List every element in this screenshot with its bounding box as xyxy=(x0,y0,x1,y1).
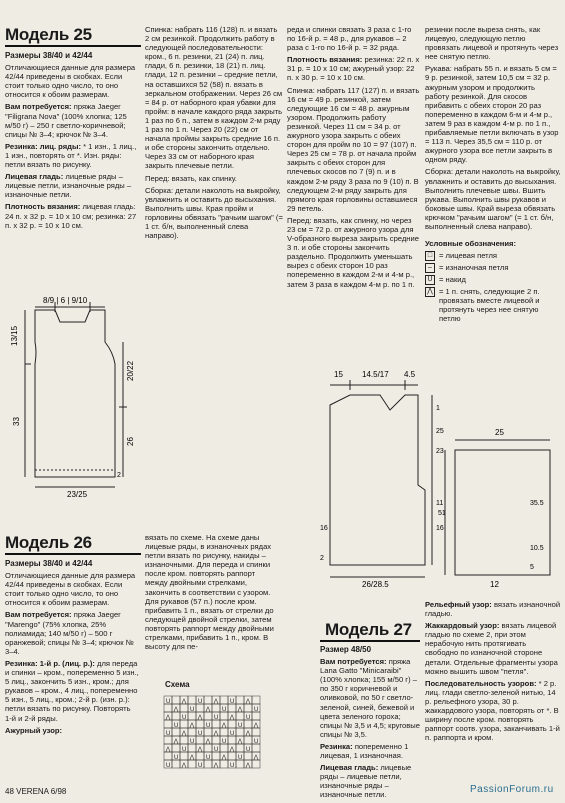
chart-cell xyxy=(236,696,244,704)
model-25-col2 xyxy=(145,25,283,243)
model-25-stitch: лицевые ряды – лицевые петли, изнаночные ряды – изнаночные петли. xyxy=(5,172,132,200)
chart-cell xyxy=(204,744,212,752)
model-26-rib: для переда и спинки – кром., попеременно 5 изн., 5 лиц., закончить 5 изн., кром.; для рукавов – кром., 4 лиц., попеременно 5 изн., 5 лиц., кром.; 2-й р. (изн. р.): петли вязать по рисунку. Повторять 1-й и 2-й ряды. xyxy=(5,658,139,723)
model-25-front: Перед: вязать, как спинку. xyxy=(145,173,237,183)
model-27-stitch: лицевые ряды – лицевые петли, изнаночные ряды – изнаночные петли. xyxy=(320,763,412,800)
chart-cell xyxy=(196,704,204,712)
legend-item xyxy=(425,275,561,285)
legend-symbol: U xyxy=(425,275,435,285)
model-26-gauge: резинка: 22 п. x 31 р. = 10 x 10 см; ажурный узор: 22 п. x 30 р. = 10 x 10 см. xyxy=(287,55,420,83)
chart-cell xyxy=(172,744,180,752)
chart-cell xyxy=(236,728,244,736)
model-26-back: Спинка: набрать 117 (127) п. и вязать 16 см = 49 р. резинкой, затем следующие 16 см = 48 р. ажурным узором. Продолжить работу резинкой. Через 11 см = 34 р. от ажурного узора закрыть с обеих сторон для пройм по 10 = 97 (107) п. Через 25 см = 78 р. от начала пройм закрыть с обеих сторон для плечевых скосов по 7 (9) п. и в каждом 2-м ряду 3 раза по 9 (10) п. В следующем 2-м ряду закрыть для прямого края горловины оставшиеся 29 петель. xyxy=(287,85,420,213)
chart-cell xyxy=(180,704,188,712)
chart-cell xyxy=(252,760,260,768)
model-26-col3 xyxy=(287,25,420,292)
model-26-text xyxy=(5,559,139,738)
chart-yo-symbol: U xyxy=(230,699,235,705)
model-25-rib: * 1 изн., 1 лиц., 1 изн., повторять от *. Изн. ряды: петли вязать по рисунку. xyxy=(5,141,137,170)
chart-cell xyxy=(220,696,228,704)
chart-cell xyxy=(212,704,220,712)
model-25-title: Модель 25 xyxy=(5,25,92,44)
chart-cell xyxy=(204,712,212,720)
chart-dec-symbol: ⋀ xyxy=(197,715,203,721)
model-27-dim-sleeve-right3: 5 xyxy=(530,564,534,571)
model-26-lace: вязать по схеме. На схеме даны лицевые ряды, в изнаночных рядах петли вязать по рисунку, накиды – изнаночными. Для переда и спинки после кром. повторять раппорт между двойными стрелками, закончить в соответствии с узором. Для рукавов (57 п.) после кром. прибавить 1 п., вязать от стрелки до следующей двойной стрелки, затем повторять раппорт между двойными стрелками, прибавить 1 п., кром. В высоту для пе- xyxy=(145,533,274,652)
model-25-dim-bottom: 23/25 xyxy=(67,490,88,499)
chart-yo-symbol: U xyxy=(182,747,187,753)
chart-yo-symbol: U xyxy=(198,699,203,705)
chart-dec-symbol: ⋀ xyxy=(205,739,211,745)
model-25-rule xyxy=(5,45,141,47)
chart-cell xyxy=(252,744,260,752)
model-27-dim-right3: 23 xyxy=(436,448,444,455)
chart-cell xyxy=(228,720,236,728)
model-27-dim-bottom: 26/28.5 xyxy=(362,580,389,589)
chart-cell xyxy=(212,736,220,744)
model-27-dim-sleeve-top: 25 xyxy=(495,428,504,437)
chart-cell xyxy=(180,736,188,744)
chart-cell xyxy=(212,752,220,760)
chart-yo-symbol: U xyxy=(238,755,243,761)
chart-dec-symbol: ⋀ xyxy=(229,715,235,721)
chart-dec-symbol: ⋀ xyxy=(245,763,251,769)
model-25-schematic xyxy=(5,292,140,502)
chart-cell xyxy=(164,752,172,760)
chart-yo-symbol: U xyxy=(214,747,219,753)
model-27-dim-right4: 11 xyxy=(436,500,444,507)
legend-item xyxy=(425,287,561,323)
model-27-dim-right1: 1 xyxy=(436,405,440,412)
chart-dec-symbol: ⋀ xyxy=(181,699,187,705)
chart-cell xyxy=(172,712,180,720)
legend-item xyxy=(425,263,561,273)
chart-cell xyxy=(252,712,260,720)
model-26-lace-chart xyxy=(160,692,285,790)
model-27-dim-top-right: 4.5 xyxy=(404,370,416,379)
model-25-gauge-heading: Плотность вязания: xyxy=(5,202,81,212)
chart-yo-symbol: U xyxy=(198,763,203,769)
chart-cell xyxy=(188,728,196,736)
legend-symbol: □ xyxy=(425,251,435,261)
model-26-rule xyxy=(5,553,141,555)
model-25-assembly: Сборка: детали наколоть на выкройку, увлажнить и оставить до высыхания. Выполнить швы. Края пройм и горловины обвязать "рачьим шагом" (= 1 ст. б/н, выполненный слева направо). xyxy=(145,185,283,241)
chart-dec-symbol: ⋀ xyxy=(221,755,227,761)
model-26-title: Модель 26 xyxy=(5,533,92,552)
chart-yo-symbol: U xyxy=(254,707,259,713)
chart-cell xyxy=(236,760,244,768)
chart-cell xyxy=(252,728,260,736)
chart-cell xyxy=(244,752,252,760)
chart-dec-symbol: ⋀ xyxy=(213,731,219,737)
model-25-dim-left-top: 13/15 xyxy=(10,325,19,346)
legend-item xyxy=(425,251,561,261)
model-27-dim-sleeve-right2: 10.5 xyxy=(530,545,544,552)
model-26-materials-heading: Вам потребуется: xyxy=(5,610,72,620)
model-27-text xyxy=(320,645,420,803)
legend-text: = лицевая петля xyxy=(439,251,498,261)
chart-cell xyxy=(236,712,244,720)
model-27-dim-right5: 16 xyxy=(436,525,444,532)
model-25-materials-heading: Вам потребуется: xyxy=(5,102,72,112)
chart-yo-symbol: U xyxy=(246,715,251,721)
model-27-relief: вязать изнаночной гладью. xyxy=(425,600,561,619)
chart-yo-symbol: U xyxy=(174,723,179,729)
chart-dec-symbol: ⋀ xyxy=(253,723,259,729)
watermark: PassionForum.ru xyxy=(470,784,554,795)
model-25-dim-right-top: 20/22 xyxy=(126,360,135,381)
chart-dec-symbol: ⋀ xyxy=(213,763,219,769)
chart-dec-symbol: ⋀ xyxy=(245,731,251,737)
chart-cell xyxy=(164,736,172,744)
model-25-rib-heading: Резинка: лиц. ряды: xyxy=(5,141,81,151)
model-25-dim-right-bottom: 26 xyxy=(126,437,135,446)
model-27-dim-sleeve-bottom: 12 xyxy=(490,580,499,589)
model-25-dim-bottom-left: 2 xyxy=(117,472,121,479)
chart-cell xyxy=(172,728,180,736)
model-27-dim-top-mid: 14.5/17 xyxy=(362,370,389,379)
model-26-neck: резинки после выреза снять, как лицевую, следующую петлю провязать лицевой и протянуть через нее снятую петлю. xyxy=(425,25,559,62)
model-27-rule xyxy=(320,640,420,642)
model-27-jacquard-heading: Жаккардовый узор: xyxy=(425,621,500,631)
model-27-dim-top-left: 15 xyxy=(334,370,343,379)
model-25-text xyxy=(5,51,139,233)
chart-dec-symbol: ⋀ xyxy=(165,747,171,753)
chart-yo-symbol: U xyxy=(166,699,171,705)
chart-dec-symbol: ⋀ xyxy=(237,707,243,713)
legend-heading: Условные обозначения: xyxy=(425,239,517,249)
chart-cell xyxy=(220,728,228,736)
chart-yo-symbol: U xyxy=(230,763,235,769)
model-27-rib-heading: Резинка: xyxy=(320,741,353,751)
chart-cell xyxy=(164,720,172,728)
chart-cell xyxy=(164,704,172,712)
chart-yo-symbol: U xyxy=(206,723,211,729)
chart-dec-symbol: ⋀ xyxy=(181,763,187,769)
chart-dec-symbol: ⋀ xyxy=(229,747,235,753)
model-27-dim-right7: 2 xyxy=(320,555,324,562)
chart-cell xyxy=(204,760,212,768)
model-25-gauge: лицевая гладь: 24 п. x 32 р. = 10 x 10 см; резинка: 27 п. x 32 р. = 10 x 10 см. xyxy=(5,202,137,230)
model-27-stitch-heading: Лицевая гладь: xyxy=(320,763,379,773)
model-27-materials-heading: Вам потребуется: xyxy=(320,657,387,667)
model-26-materials: пряжа Jaeger "Marengo" (75% хлопка, 25% полиамида; 140 м/50 г) – 500 г оранжевой; спицы № 3–4; крючок № 3–4. xyxy=(5,610,134,656)
model-25-dim-top: 8/9 | 6 | 9/10 xyxy=(43,296,88,305)
chart-dec-symbol: ⋀ xyxy=(173,739,179,745)
chart-yo-symbol: U xyxy=(166,763,171,769)
chart-yo-symbol: U xyxy=(166,731,171,737)
model-27-materials: пряжа Lana Gatto "Minicaraibi" (100% хлопка; 155 м/50 г) – по 350 г коричневой и оливковой, по 50 г светло-зеленой, синей, бежевой и цвета зеленого горохa; спицы № 3,5 и 4,5; круговые спицы № 3,5. xyxy=(320,657,420,739)
chart-cell xyxy=(236,744,244,752)
chart-cell xyxy=(252,696,260,704)
model-27-title: Модель 27 xyxy=(325,620,412,639)
model-27-dim-right2: 25 xyxy=(436,428,444,435)
chart-yo-symbol: U xyxy=(190,739,195,745)
chart-cell xyxy=(220,760,228,768)
model-25-materials: пряжа Jaeger "Filigrana Nova" (100% хлопка; 125 м/50 г) – 250 г светло-коричневой; спицы № 3–4; крючок № 3–4. xyxy=(5,102,127,139)
chart-cell xyxy=(196,736,204,744)
chart-cell xyxy=(196,720,204,728)
chart-dec-symbol: ⋀ xyxy=(205,707,211,713)
chart-dec-symbol: ⋀ xyxy=(165,715,171,721)
model-27-jacquard: вязать лицевой гладью по схеме 2, при этом нерабочую нить протягивать свободно по изнаночной стороне детали. Отдельные фрагменты узора можно вышить швом "петля". xyxy=(425,621,558,676)
legend-text: = изнаночная петля xyxy=(439,263,509,273)
chart-dec-symbol: ⋀ xyxy=(181,731,187,737)
chart-dec-symbol: ⋀ xyxy=(213,699,219,705)
chart-yo-symbol: U xyxy=(222,707,227,713)
chart-cell xyxy=(228,752,236,760)
chart-yo-symbol: U xyxy=(174,755,179,761)
model-27-dim-sleeve-right1: 35.5 xyxy=(530,500,544,507)
model-25-sizes: Размеры 38/40 и 42/44 xyxy=(5,51,93,60)
legend-text: = накид xyxy=(439,275,466,285)
model-26-front: Перед: вязать, как спинку, но через 23 см = 72 р. от ажурного узора для V-образного выреза закрыть средние 3 п. и обе стороны закончить раздельно. Продолжить уменьшать вырез с обеих сторон 10 раз попеременно в каждом 2-м и 4-м р., затем 3 раза в каждом 4-м р. по 1 п. xyxy=(287,215,419,289)
chart-dec-symbol: ⋀ xyxy=(197,747,203,753)
chart-yo-symbol: U xyxy=(222,739,227,745)
model-27-dim-sleeve-left: 51 xyxy=(438,510,446,517)
chart-cell xyxy=(244,704,252,712)
model-26-gauge-heading: Плотность вязания: xyxy=(287,55,363,65)
chart-cell xyxy=(188,760,196,768)
model-27-col2 xyxy=(425,600,561,745)
chart-cell xyxy=(220,712,228,720)
chart-yo-symbol: U xyxy=(238,723,243,729)
model-27-dim-right6: 16 xyxy=(320,525,328,532)
legend-text: = 1 п. снять, следующие 2 п. провязать вместе лицевой и протянуть через нее снятую петлю xyxy=(439,287,540,324)
model-26-sleeves: Рукава: набрать 55 п. и вязать 5 см = 9 р. резинкой, затем 10,5 см = 32 р. ажурным узором и продолжить работу резинкой. Для скосов прибавить с обеих сторон 20 раз попеременно в каждом 6-м и 4-м р., затем 9 раз в каждом 4-м р. по 1 п., прибавляемые петли включать в узор = 113 п. Через 35,5 см = 110 р. от ажурного узора все петли закрыть в одном ряду. xyxy=(425,64,559,165)
model-27-sizes: Размер 48/50 xyxy=(320,645,372,654)
chart-cell xyxy=(196,752,204,760)
chart-cell xyxy=(212,720,220,728)
chart-cell xyxy=(172,760,180,768)
chart-yo-symbol: U xyxy=(214,715,219,721)
chart-cell xyxy=(188,744,196,752)
chart-yo-symbol: U xyxy=(182,715,187,721)
chart-cell xyxy=(188,696,196,704)
chart-cell xyxy=(180,720,188,728)
model-26-lace-heading: Ажурный узор: xyxy=(5,725,62,735)
chart-yo-symbol: U xyxy=(230,731,235,737)
chart-cell xyxy=(244,736,252,744)
model-25-back: Спинка: набрать 116 (128) п. и вязать 2 см резинкой. Продолжить работу в следующей последовательности: кром., 6 п. резинки, 21 (24) п. лиц. глади, 6 п. резинки, 18 (21) п. лиц. глади, 12 п. резинки – средние петли, на оставшихся 52 (58) п. вязать в зеркальном отображении. Через 26 см = 84 р. от наборного края убавки для пройм: в начале каждого ряда закрыть 1 раз по 6 п., затем в каждом 2-м ряду 1 раз по 1 п. Через 20 (22) см от начала проймы закрыть средние 16 п. и обе стороны закончить отдельно. Через 33 см от наборного края закрыть плечевые петли. xyxy=(145,25,283,171)
chart-cell xyxy=(220,744,228,752)
chart-dec-symbol: ⋀ xyxy=(173,707,179,713)
model-26-rib-heading: Резинка: 1-й р. (лиц. р.): xyxy=(5,658,95,668)
page-footer: 48 VERENA 6/98 xyxy=(5,787,67,796)
model-27-relief-heading: Рельефный узор: xyxy=(425,600,492,609)
chart-yo-symbol: U xyxy=(198,731,203,737)
model-27-sequence: * 2 р. лиц. глади светло-зеленой нитью, 14 р. рельефного узора, 30 р. жаккардового узора, повторять от *. В ширину после кром. повторять раппорт соотв. узора, заканчивать 1-й п. раппорта и кром. xyxy=(425,678,560,743)
model-26-col4 xyxy=(425,25,561,326)
legend-symbol: – xyxy=(425,263,435,273)
chart-yo-symbol: U xyxy=(246,747,251,753)
chart-dec-symbol: ⋀ xyxy=(253,755,259,761)
model-26-lace-text xyxy=(145,533,279,654)
model-27-rib: попеременно 1 лицевая, 1 изнаночная. xyxy=(320,741,409,761)
model-26-chart-label: Схема xyxy=(165,680,190,689)
chart-cell xyxy=(228,736,236,744)
chart-dec-symbol: ⋀ xyxy=(189,723,195,729)
chart-dec-symbol: ⋀ xyxy=(237,739,243,745)
chart-cell xyxy=(204,728,212,736)
chart-cell xyxy=(188,712,196,720)
model-25-dim-left-main: 33 xyxy=(12,417,21,426)
chart-dec-symbol: ⋀ xyxy=(189,755,195,761)
model-27-schematic xyxy=(300,355,560,590)
chart-dec-symbol: ⋀ xyxy=(245,699,251,705)
chart-dec-symbol: ⋀ xyxy=(221,723,227,729)
chart-yo-symbol: U xyxy=(190,707,195,713)
model-25-stitch-heading: Лицевая гладь: xyxy=(5,172,64,182)
model-26-sizes: Размеры 38/40 и 42/44 xyxy=(5,559,93,568)
model-26-rows: реда и спинки связать 3 раза с 1-го по 16-й р. = 48 р., для рукавов – 2 раза с 1-го по 16-й р. = 32 ряда. xyxy=(287,25,412,53)
chart-cell xyxy=(180,752,188,760)
model-26-intro: Отличающиеся данные для размера 42/44 приведены в скобках. Если стоит только одно число, то оно относится к обоим размерам. xyxy=(5,571,136,608)
chart-cell xyxy=(204,696,212,704)
model-25-intro: Отличающиеся данные для размера 42/44 приведены в скобках. Если стоит только одно число, то оно относится к обоим размерам. xyxy=(5,63,136,100)
chart-yo-symbol: U xyxy=(254,739,259,745)
chart-cell xyxy=(228,704,236,712)
model-26-assembly: Сборка: детали наколоть на выкройку, увлажнить и оставить до высыхания. Выполнить плечевые швы. Вшить рукава. Выполнить швы рукавов и боковые швы. Край выреза обвязать крючком "рачьим шагом" (= 1 ст. б/н, выполненный слева направо). xyxy=(425,167,561,231)
chart-yo-symbol: U xyxy=(206,755,211,761)
chart-cell xyxy=(244,720,252,728)
legend-symbol: ⋀ xyxy=(425,287,435,297)
model-27-sequence-heading: Последовательность узоров: xyxy=(425,678,537,688)
chart-cell xyxy=(172,696,180,704)
